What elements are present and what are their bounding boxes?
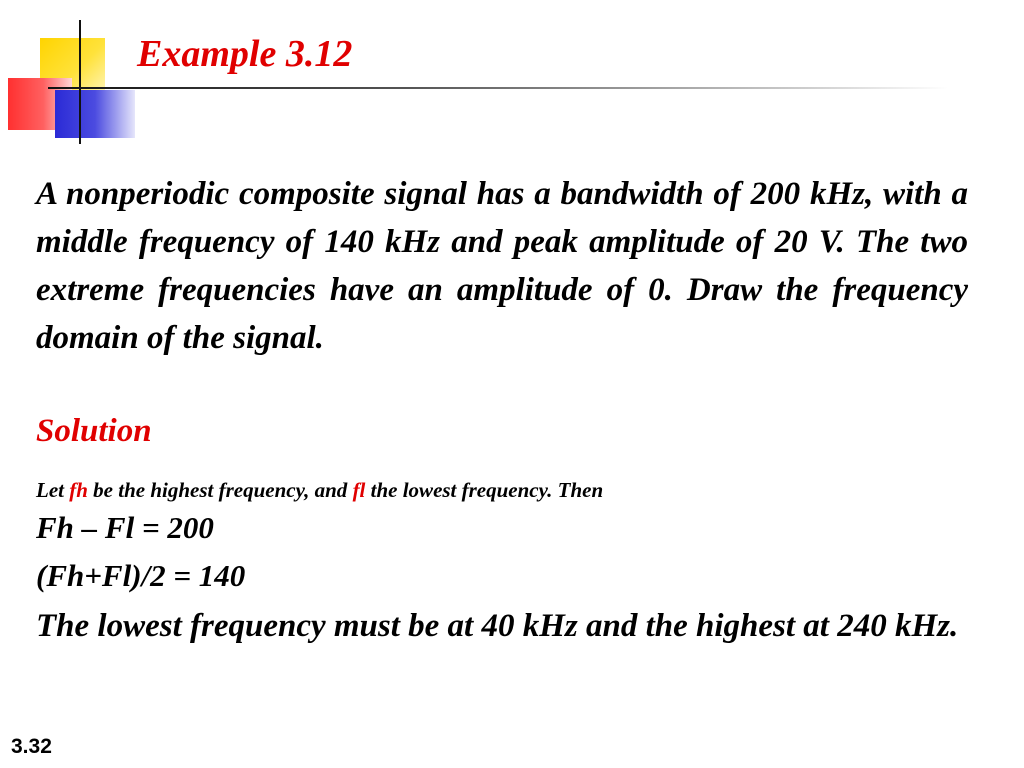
let-middle-text: be the highest frequency, and [87, 478, 353, 502]
fh-variable: fh [69, 478, 88, 502]
solution-heading: Solution [36, 413, 152, 449]
conclusion-statement: The lowest frequency must be at 40 kHz and the highest at 240 kHz. [36, 608, 959, 644]
equation-average: (Fh+Fl)/2 = 140 [36, 558, 246, 593]
slide-page-number: 3.32 [11, 735, 52, 758]
title-underline-divider [48, 87, 948, 89]
let-prefix: Let [36, 478, 70, 502]
problem-statement: A nonperiodic composite signal has a bandwidth of 200 kHz, with a middle frequency of 140 kHz and peak amplitude of 20 V. The two extreme frequencies have an amplitude of 0. Draw the frequency domain of the signal. [36, 176, 968, 356]
logo-vertical-line [79, 20, 81, 144]
fl-variable: fl [352, 478, 366, 502]
equation-difference: Fh – Fl = 200 [36, 510, 214, 545]
let-suffix: the lowest frequency. Then [365, 478, 604, 502]
slide-title: Example 3.12 [137, 33, 353, 75]
slide-logo-decoration [0, 0, 140, 150]
variable-definition-line [36, 478, 603, 503]
logo-blue-square [55, 90, 135, 138]
